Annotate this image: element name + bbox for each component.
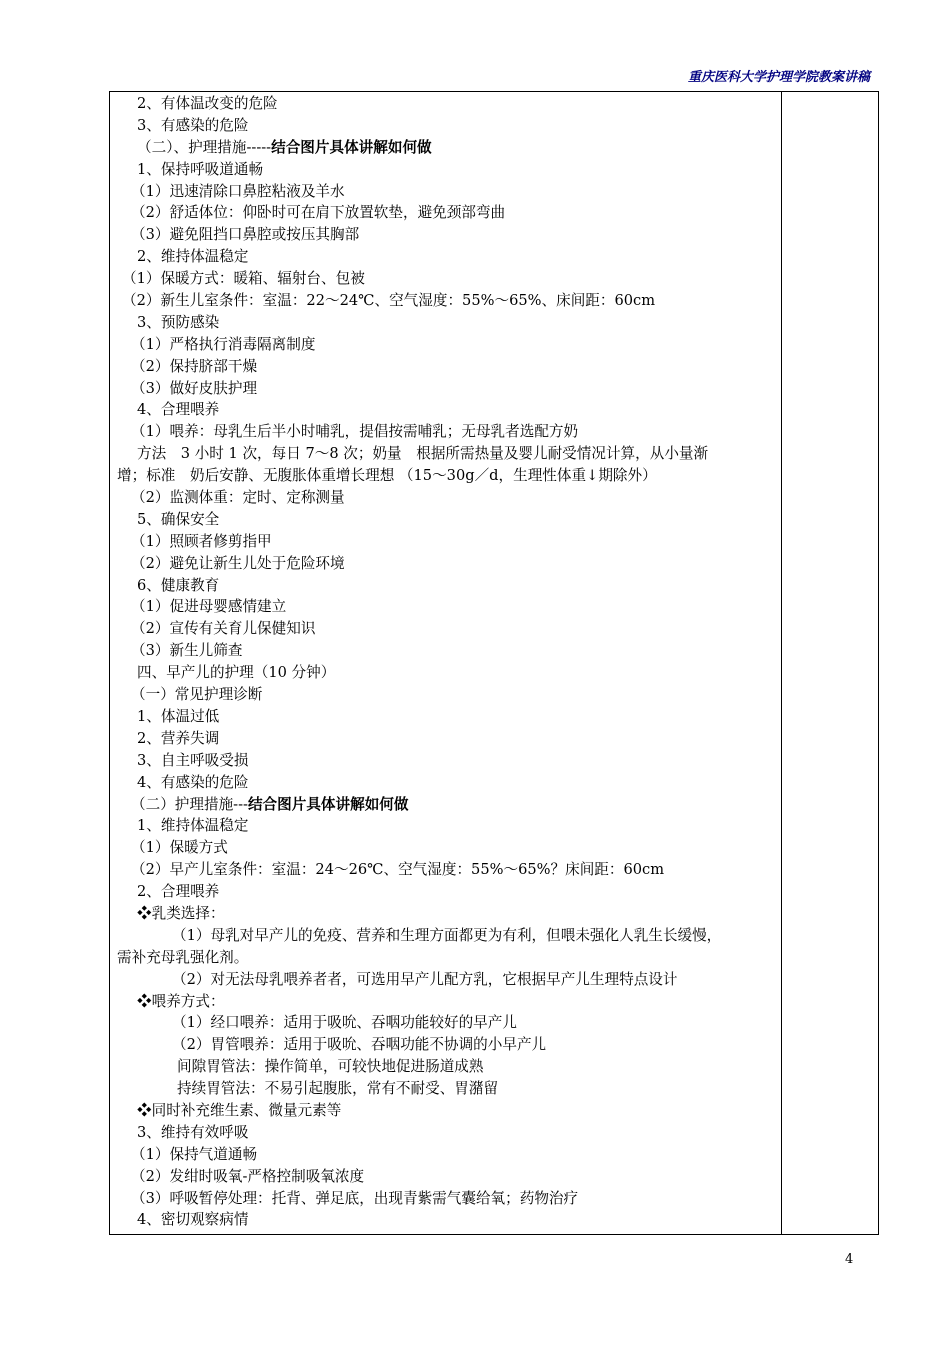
line-text: ❖喂养方式：	[137, 992, 225, 1010]
content-line	[117, 509, 777, 531]
line-text: 增；标准 奶后安静、无腹胀体重增长理想 （15～30g／d，生理性体重↓期除外）	[117, 467, 657, 485]
content-line	[117, 772, 777, 794]
content-line	[117, 312, 777, 334]
content-line	[117, 991, 777, 1013]
line-text: （2）对无法母乳喂养者者，可选用早产儿配方乳，它根据早产儿生理特点设计	[172, 970, 678, 988]
content-line	[117, 1166, 777, 1188]
content-line	[117, 815, 777, 837]
line-text: （1）保暖方式	[131, 839, 228, 857]
content-line	[117, 334, 777, 356]
content-line	[117, 969, 777, 991]
line-text: （1）喂养：母乳生后半小时哺乳，提倡按需哺乳；无母乳者选配方奶	[131, 423, 579, 441]
content-line	[117, 881, 777, 903]
content-line	[117, 575, 777, 597]
content-line	[117, 421, 777, 443]
line-text: （1）保持气道通畅	[131, 1145, 258, 1163]
content-line	[117, 1056, 777, 1078]
line-text: 2、有体温改变的危险	[137, 95, 278, 112]
content-line	[117, 399, 777, 421]
line-bold-text: 结合图片具体讲解如何做	[271, 138, 432, 156]
line-text: （2）监测体重：定时、定称测量	[131, 489, 345, 507]
line-text: （3）呼吸暂停处理：托背、弹足底，出现青紫需气囊给氧；药物治疗	[131, 1189, 579, 1207]
line-text: 3、维持有效呼吸	[137, 1123, 249, 1141]
line-text: （1）母乳对早产儿的免疫、营养和生理方面都更为有利，但喂未强化人乳生长缓慢，	[172, 926, 722, 944]
content-line	[117, 553, 777, 575]
content-line	[117, 465, 777, 487]
line-text: （2）保持脐部干燥	[131, 357, 258, 375]
line-text: （2）新生儿室条件：室温：22～24℃、空气湿度：55%～65%、床间距：60cm	[122, 292, 656, 310]
line-text: （1）照顾者修剪指甲	[131, 532, 272, 550]
line-text: 6、健康教育	[137, 576, 220, 594]
content-line	[117, 268, 777, 290]
line-text: 1、维持体温稳定	[137, 817, 249, 835]
line-text: 1、保持呼吸道通畅	[137, 160, 264, 178]
line-text: 3、有感染的危险	[137, 116, 249, 134]
line-text: 2、合理喂养	[137, 883, 220, 901]
line-text: （2）避免让新生儿处于危险环境	[131, 554, 345, 572]
line-text: （1）促进母婴感情建立	[131, 598, 287, 616]
line-text: 持续胃管法：不易引起腹胀，常有不耐受、胃潴留	[177, 1080, 499, 1098]
content-line	[117, 640, 777, 662]
content-line	[117, 1078, 777, 1100]
line-text: （2）早产儿室条件：室温：24～26℃、空气湿度：55%～65%？床间距：60cm	[131, 861, 665, 879]
line-bold-text: 结合图片具体讲解如何做	[247, 795, 409, 813]
content-line	[117, 1209, 777, 1231]
content-line	[117, 159, 777, 181]
line-text: （2）宣传有关育儿保健知识	[131, 620, 316, 638]
content-line	[117, 1034, 777, 1056]
line-text: （二）护理措施---	[131, 795, 248, 813]
line-text: （2）胃管喂养：适用于吸吮、吞咽功能不协调的小早产儿	[172, 1036, 547, 1054]
content-line	[117, 1100, 777, 1122]
content-line	[117, 750, 777, 772]
line-text: 3、预防感染	[137, 313, 220, 331]
content-line	[117, 1144, 777, 1166]
line-text: ❖乳类选择：	[137, 904, 225, 922]
line-text: 方法 3 小时 1 次，每日 7～8 次；奶量 根据所需热量及婴儿耐受情况计算，从小量渐	[137, 445, 709, 463]
line-text: （1）迅速清除口鼻腔粘液及羊水	[131, 182, 345, 200]
content-line	[117, 356, 777, 378]
content-line	[117, 487, 777, 509]
content-line	[117, 137, 777, 159]
content-line	[117, 443, 777, 465]
line-text: 需补充母乳强化剂。	[117, 948, 249, 966]
lesson-content	[117, 93, 777, 1231]
content-line	[117, 1188, 777, 1210]
line-text: （1）严格执行消毒隔离制度	[131, 335, 316, 353]
line-text: 2、维持体温稳定	[137, 248, 249, 266]
content-line	[117, 662, 777, 684]
content-line	[117, 618, 777, 640]
line-text: 4、合理喂养	[137, 401, 220, 419]
line-text: 四、早产儿的护理（10 分钟）	[137, 664, 336, 682]
line-text: ❖同时补充维生素、微量元素等	[137, 1101, 342, 1119]
line-text: （1）经口喂养：适用于吸吮、吞咽功能较好的早产儿	[172, 1014, 517, 1032]
page-header-title: 重庆医科大学护理学院教案讲稿	[687, 70, 870, 85]
content-line	[117, 947, 777, 969]
content-line	[117, 531, 777, 553]
content-line	[117, 837, 777, 859]
content-line	[117, 794, 777, 816]
line-text: （二）、护理措施-----	[137, 138, 272, 156]
content-line	[117, 859, 777, 881]
content-line	[117, 181, 777, 203]
content-line	[117, 202, 777, 224]
content-line	[117, 378, 777, 400]
line-text: （3）避免阻挡口鼻腔或按压其胸部	[131, 226, 360, 244]
line-text: （3）新生儿筛查	[131, 642, 243, 660]
content-line	[117, 728, 777, 750]
line-text: （2）舒适体位：仰卧时可在肩下放置软垫，避免颈部弯曲	[131, 204, 506, 222]
content-line	[117, 925, 777, 947]
line-text: 间隙胃管法：操作简单，可较快地促进肠道成熟	[177, 1058, 484, 1076]
line-text: （2）发绀时吸氧-严格控制吸氧浓度	[131, 1167, 365, 1185]
line-text: 1、体温过低	[137, 707, 220, 725]
line-text: （一）常见护理诊断	[131, 686, 263, 704]
content-line	[117, 224, 777, 246]
content-line	[117, 1122, 777, 1144]
content-line	[117, 903, 777, 925]
column-divider	[781, 92, 782, 1234]
line-text: （3）做好皮肤护理	[131, 379, 258, 397]
content-line	[117, 706, 777, 728]
line-text: 3、自主呼吸受损	[137, 751, 249, 769]
lesson-table	[109, 91, 879, 1235]
line-text: 2、营养失调	[137, 729, 220, 747]
content-line	[117, 290, 777, 312]
content-line	[117, 1012, 777, 1034]
content-line	[117, 246, 777, 268]
line-text: 4、密切观察病情	[137, 1211, 249, 1229]
line-text: 4、有感染的危险	[137, 773, 249, 791]
line-text: （1）保暖方式：暖箱、辐射台、包被	[122, 270, 365, 288]
content-line	[117, 596, 777, 618]
line-text: 5、确保安全	[137, 510, 220, 528]
page-number: 4	[845, 1252, 854, 1267]
content-line	[117, 93, 777, 115]
content-line	[117, 684, 777, 706]
content-line	[117, 115, 777, 137]
